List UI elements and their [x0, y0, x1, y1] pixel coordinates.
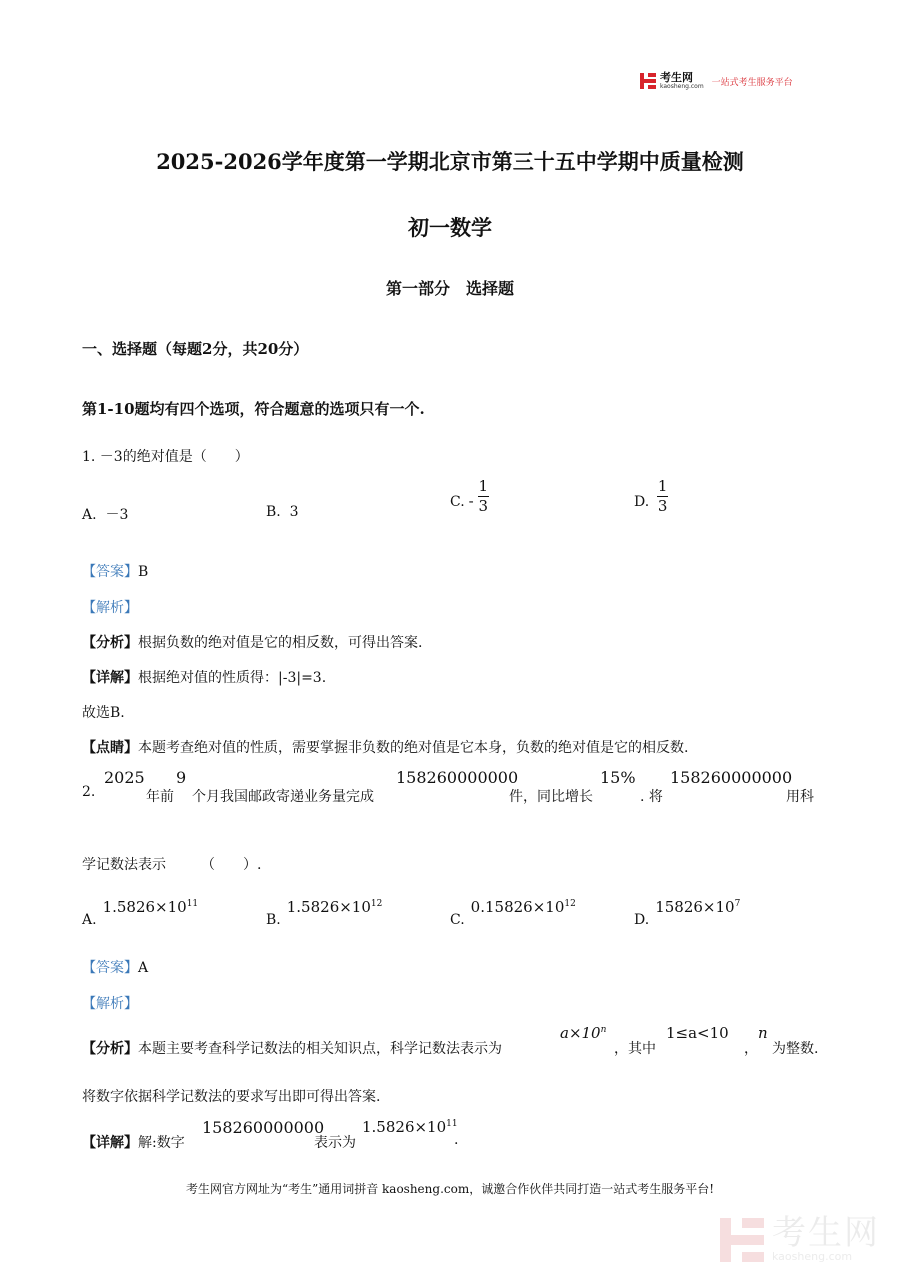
q1-option-d-fraction: [657, 478, 668, 515]
q2-answer-tag: 【答案】: [82, 960, 138, 976]
q1-analysis-tag: 【解析】: [82, 600, 138, 616]
q1-option-a-value: －3: [105, 507, 129, 523]
logo-name: 考生网: [660, 71, 693, 84]
q2-fenxi-n: n: [758, 1024, 768, 1042]
footer-text: 考生网官方网址为“考生”通用词拼音 kaosheng.com，诚邀合作伙伴共同打造一站式考生服务平台!: [185, 1182, 715, 1196]
q2-big-number-2: 158260000000: [670, 768, 793, 787]
q1-option-d-label: D.: [634, 494, 650, 510]
q1-fenxi: [82, 632, 422, 652]
q2-text-1: 年前: [146, 789, 174, 805]
q2-fenxi-text-b: ，其中: [614, 1041, 656, 1057]
q1-option-b: [266, 504, 299, 520]
q1-option-d-denominator: 3: [657, 497, 668, 515]
q2-option-b-exponent: 12: [370, 899, 383, 909]
q1-dianjing-text: 本题考查绝对值的性质，需要掌握非负数的绝对值是它本身，负数的绝对值是它的相反数.: [138, 740, 689, 756]
q1-option-c-fraction: [478, 478, 489, 515]
logo-mark-icon: [640, 73, 656, 89]
q2-xiangjie: [82, 1132, 185, 1152]
q2-option-b-mantissa: 1.5826×10: [286, 898, 371, 916]
q2-xiangjie-tag: 【详解】: [82, 1135, 138, 1151]
q2-option-c-label: C.: [450, 912, 465, 928]
site-logo[interactable]: [640, 72, 793, 90]
q2-option-c: [450, 898, 576, 928]
q2-answer-value: A: [138, 960, 149, 976]
watermark: [720, 1213, 880, 1263]
q2-fenxi-formula-base: a×10: [560, 1024, 601, 1042]
q2-option-d-exponent: 7: [734, 899, 741, 909]
q2-fenxi-formula: [560, 1024, 606, 1042]
q2-option-b-value: [287, 898, 383, 916]
q1-xiangjie-tag: 【详解】: [82, 670, 138, 686]
watermark-domain: kaosheng.com: [772, 1250, 853, 1263]
q1-fenxi-text: 根据负数的绝对值是它的相反数，可得出答案.: [138, 635, 423, 651]
q1-option-d-numerator: 1: [657, 477, 668, 495]
q1-option-c: [450, 478, 489, 515]
q1-conclusion: 故选B.: [82, 705, 125, 721]
part-title: 第一部分 选择题: [385, 279, 514, 298]
q2-xiangjie-result-mantissa: 1.5826×10: [362, 1118, 447, 1136]
q1-answer-value: B: [138, 564, 149, 580]
q2-option-d: [634, 898, 740, 928]
q1-answer-tag: 【答案】: [82, 564, 138, 580]
q2-xiangjie-text-b: 表示为: [314, 1135, 356, 1151]
q2-option-d-mantissa: 15826×10: [655, 898, 735, 916]
q2-fenxi-formula-exponent: n: [600, 1025, 607, 1035]
q2-option-d-label: D.: [634, 912, 650, 928]
section-instruction: 第1-10题均有四个选项，符合题意的选项只有一个.: [82, 400, 425, 418]
q1-option-a: [82, 504, 128, 524]
q2-option-a-exponent: 11: [186, 899, 199, 909]
q1-option-b-label: B.: [266, 504, 281, 520]
q1-stem: 1. －3的绝对值是（ ）: [82, 449, 249, 465]
q2-number: 2.: [82, 784, 96, 800]
exam-title: 2025-2026学年度第一学期北京市第三十五中学期中质量检测: [156, 149, 744, 174]
q1-option-d: [634, 478, 668, 515]
q1-answer: [82, 561, 148, 581]
q1-option-c-label: C.: [450, 494, 465, 510]
q2-option-b-label: B.: [266, 912, 281, 928]
q2-year: 2025: [104, 768, 145, 787]
q1-dianjing-tag: 【点睛】: [82, 740, 138, 756]
q1-dianjing: [82, 737, 688, 757]
q2-fenxi-text-d: 为整数.: [772, 1041, 819, 1057]
q1-option-c-denominator: 3: [478, 497, 489, 515]
q2-option-a: [82, 898, 198, 928]
q2-fenxi-text-c: ，: [744, 1041, 758, 1057]
q2-analysis-tag: 【解析】: [82, 996, 138, 1012]
q2-fenxi-text-a: 本题主要考查科学记数法的相关知识点，科学记数法表示为: [138, 1041, 502, 1057]
q1-option-a-label: A.: [82, 507, 97, 523]
q2-text-3: 件，同比增长: [509, 789, 593, 805]
q1-option-c-numerator: 1: [478, 477, 489, 495]
q2-option-a-value: [103, 898, 199, 916]
q2-fenxi-line2: 将数字依据科学记数法的要求写出即可得出答案.: [82, 1089, 381, 1105]
q2-fenxi: [82, 1038, 502, 1058]
q2-xiangjie-result-exponent: 11: [446, 1119, 458, 1129]
q2-text-2: 个月我国邮政寄递业务量完成: [192, 789, 374, 805]
q2-fenxi-condition: 1≤a<10: [666, 1024, 729, 1042]
q1-xiangjie: [82, 667, 326, 687]
q2-xiangjie-number: 158260000000: [202, 1118, 325, 1137]
q2-text-line2: 学记数法表示 （ ）.: [82, 857, 262, 873]
logo-slogan: 一站式考生服务平台: [711, 77, 793, 88]
q2-percent: 15%: [600, 768, 636, 787]
q2-option-c-mantissa: 0.15826×10: [470, 898, 565, 916]
watermark-name: 考生网: [772, 1213, 880, 1253]
q2-option-c-value: [471, 898, 576, 916]
q2-option-d-value: [655, 898, 740, 916]
q1-option-b-value: 3: [289, 504, 299, 520]
q2-option-a-mantissa: 1.5826×10: [102, 898, 187, 916]
section-heading: 一、选择题（每题2分，共20分）: [82, 340, 309, 358]
logo-domain: kaosheng.com: [660, 83, 704, 90]
q2-option-c-exponent: 12: [564, 899, 576, 909]
q2-xiangjie-text-a: 解:数字: [138, 1135, 185, 1151]
q2-option-a-label: A.: [82, 912, 97, 928]
q2-answer: [82, 957, 148, 977]
q2-big-number: 158260000000: [396, 768, 519, 787]
q1-option-c-sign: -: [468, 492, 474, 510]
watermark-logo-icon: [720, 1218, 764, 1262]
subject-title: 初一数学: [408, 215, 492, 240]
q2-xiangjie-result: [362, 1118, 458, 1136]
q2-option-b: [266, 898, 382, 928]
q2-xiangjie-end: .: [454, 1132, 459, 1148]
q1-xiangjie-text: 根据绝对值的性质得：|-3|=3.: [138, 670, 327, 686]
q2-text-4: . 将: [640, 789, 663, 805]
q2-text-5: 用科: [786, 789, 814, 805]
q2-months: 9: [176, 768, 187, 787]
q1-fenxi-tag: 【分析】: [82, 635, 138, 651]
q2-fenxi-tag: 【分析】: [82, 1041, 138, 1057]
